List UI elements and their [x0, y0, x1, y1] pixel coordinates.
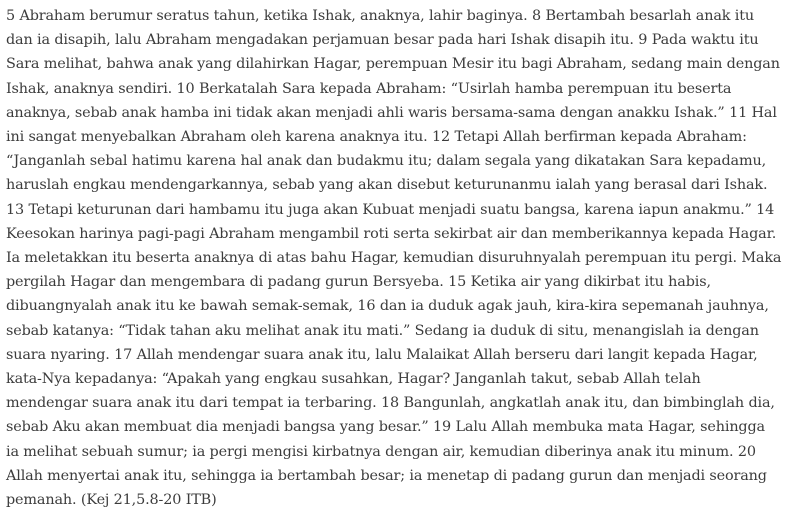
verse-text: Keesokan harinya pagi-pagi Abraham mengambil roti serta sekirbat air dan memberikannya kepada Hagar. Ia meletakkan itu beserta anaknya di atas bahu Hagar, kemudian disuruhnyalah perempuan itu pergi. Maka pergilah Hagar dan mengembara di padang gurun Bersyeba.: [6, 225, 782, 291]
verse-text: Abraham berumur seratus tahun, ketika Ishak, anaknya, lahir baginya.: [19, 8, 528, 24]
verse-text: Berkatalah Sara kepada Abraham: “Usirlah hamba perempuan itu beserta anaknya, sebab anak hamba ini tidak akan menjadi ahli waris bersama-sama dengan anakku Ishak.”: [6, 80, 732, 121]
verse-text: Bangunlah, angkatlah anak itu, dan bimbinglah dia, sebab Aku akan membuat dia menjadi bangsa yang besar.”: [6, 395, 775, 436]
verse-text: Hal ini sangat menyebalkan Abraham oleh karena anaknya itu.: [6, 104, 777, 146]
verse-number: 18: [381, 395, 400, 412]
verse-number: 14: [756, 201, 775, 218]
verse-number: 9: [638, 32, 648, 49]
verse-text: Pada waktu itu Sara melihat, bahwa anak yang dilahirkan Hagar, perempuan Mesir itu bagi Abraham, sedang main dengan Ishak, anaknya sendiri.: [6, 32, 780, 97]
verse-text: Lalu Allah membuka mata Hagar, sehingga ia melihat sebuah sumur; ia pergi mengisi kirbatnya dengan air, kemudian diberinya anak itu minum.: [6, 419, 765, 460]
verse-number: 12: [432, 129, 451, 146]
verse-number: 8: [531, 8, 541, 24]
verse-number: 5: [6, 8, 16, 24]
verse-text: Allah menyertai anak itu, sehingga ia bertambah besar; ia menetap di padang gurun dan menjadi seorang pemanah.: [6, 467, 767, 509]
verse-number: 11: [729, 104, 748, 121]
verse-number: 10: [176, 80, 195, 97]
verse-number: 16: [357, 298, 376, 315]
scripture-reference: (Kej 21,5.8-20 ITB): [80, 492, 217, 509]
verse-number: 17: [114, 346, 133, 363]
verse-number: 13: [6, 201, 25, 218]
verse-text: Bertambah besarlah anak itu dan ia disapih, lalu Abraham mengadakan perjamuan besar pada hari Ishak disapih itu.: [6, 8, 754, 49]
verse-number: 19: [433, 419, 452, 436]
verse-text: Tetapi keturunan dari hambamu itu juga akan Kubuat menjadi suatu bangsa, karena iapun anakmu.”: [28, 201, 752, 218]
verse-number: 15: [448, 274, 467, 291]
scripture-passage: [6, 4, 782, 512]
verse-text: dan ia duduk agak jauh, kira-kira sepemanah jauhnya, sebab katanya: “Tidak tahan aku melihat anak itu mati.” Sedang ia duduk di situ, menangislah ia dengan suara nyaring.: [6, 298, 769, 363]
verse-text: Allah mendengar suara anak itu, lalu Malaikat Allah berseru dari langit kepada Hagar, kata-Nya kepadanya: “Apakah yang engkau susahkan, Hagar? Janganlah takut, sebab Allah telah mendengar suara anak itu dari tempat ia terbaring.: [6, 346, 758, 412]
verse-number: 20: [737, 443, 756, 460]
verse-text: Ketika air yang dikirbat itu habis, dibuangnyalah anak itu ke bawah semak-semak,: [6, 274, 711, 315]
verse-text: Tetapi Allah berfirman kepada Abraham: “Janganlah sebal hatimu karena hal anak dan budakmu itu; dalam segala yang dikatakan Sara kepadamu, haruslah engkau mendengarkannya, sebab yang akan disebut keturunanmu ialah yang berasal dari Ishak.: [6, 129, 768, 194]
